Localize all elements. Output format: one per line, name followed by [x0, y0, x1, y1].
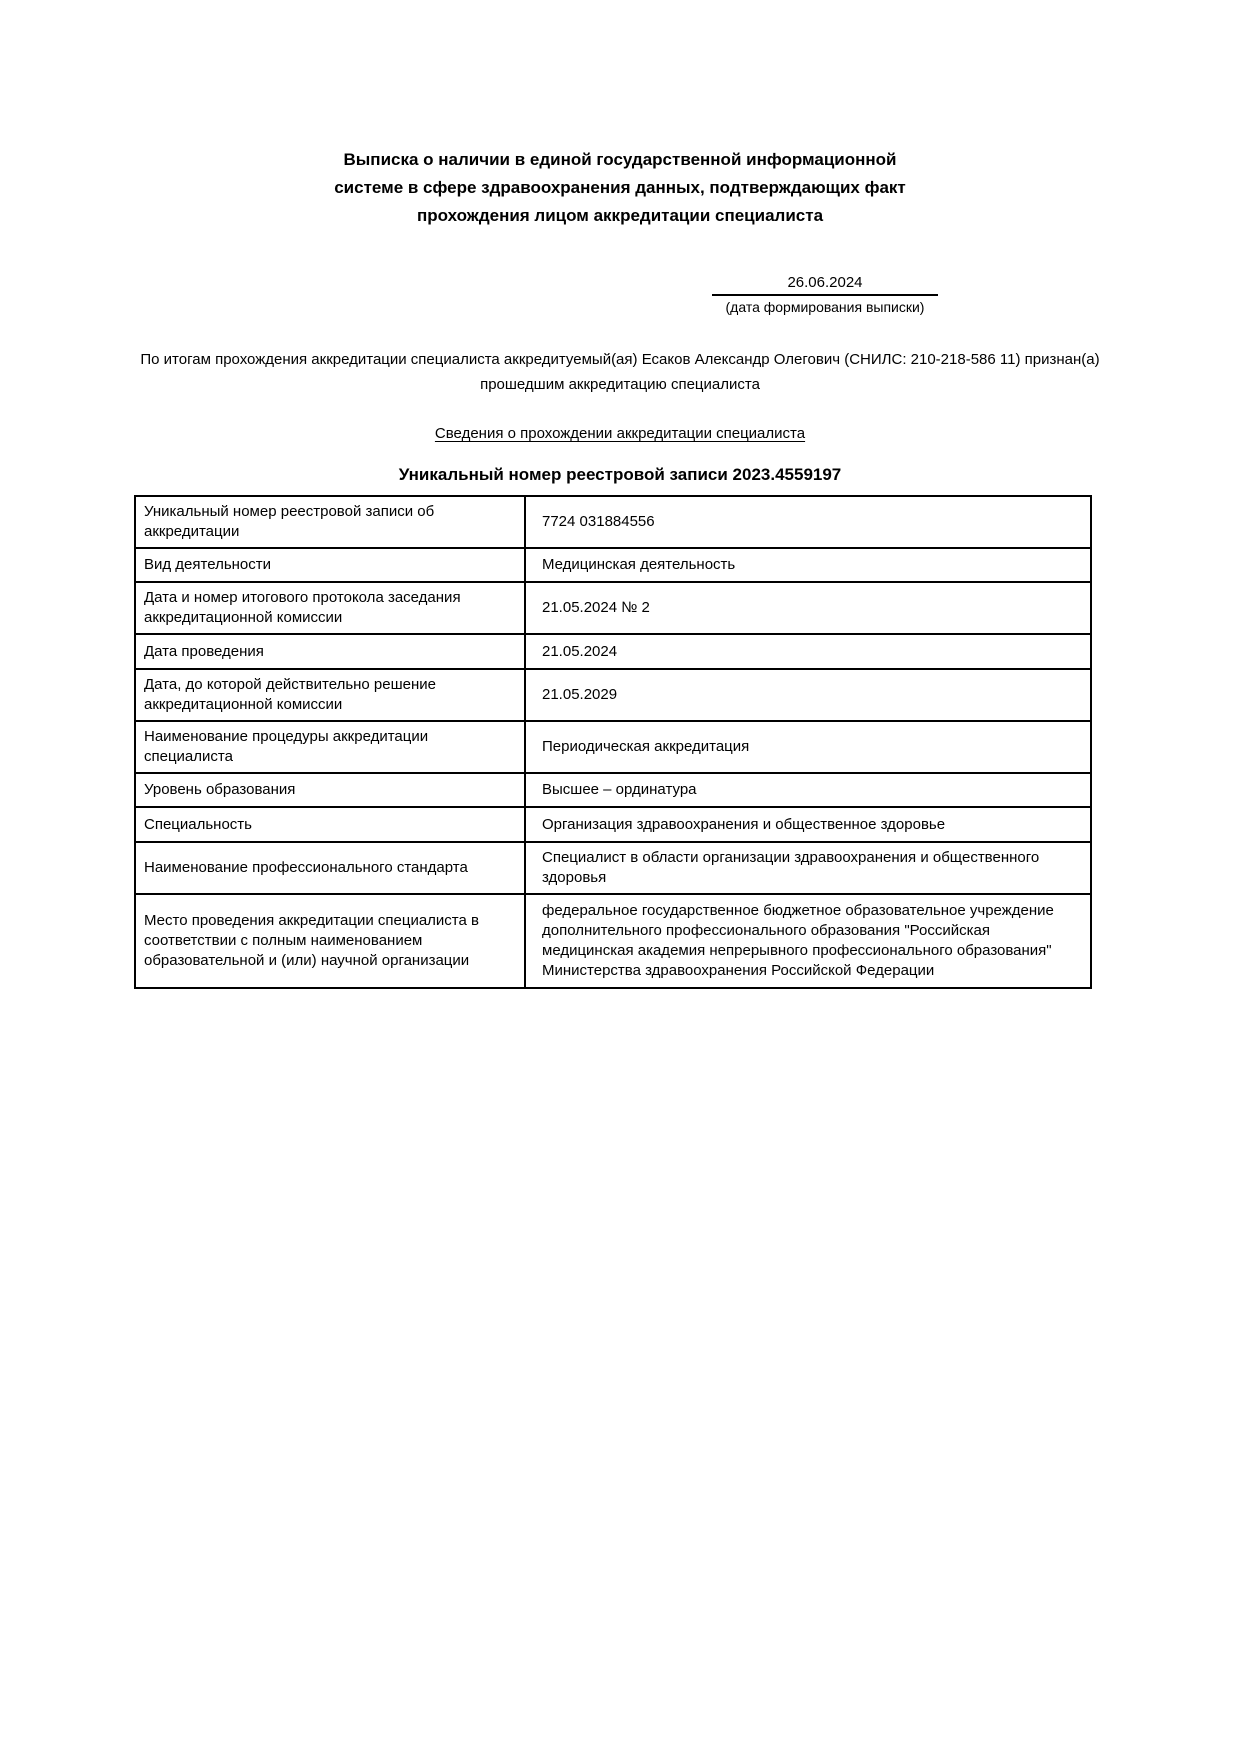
- row-value: Периодическая аккредитация: [525, 721, 1091, 773]
- row-value: Организация здравоохранения и общественное здоровье: [525, 807, 1091, 842]
- row-label: Уровень образования: [135, 773, 525, 807]
- table-row: [135, 807, 1091, 842]
- row-label: Наименование процедуры аккредитации специалиста: [135, 721, 525, 773]
- registry-heading: Уникальный номер реестровой записи 2023.4559197: [398, 465, 842, 484]
- document-title-line: системе в сфере здравоохранения данных, подтверждающих факт: [334, 178, 906, 197]
- row-label: Место проведения аккредитации специалиста в соответствии с полным наименованием образовательной и (или) научной организации: [135, 894, 525, 988]
- row-label: Уникальный номер реестровой записи об аккредитации: [135, 496, 525, 548]
- row-label: Вид деятельности: [135, 548, 525, 582]
- table-row: [135, 721, 1091, 773]
- row-value: 21.05.2024 № 2: [525, 582, 1091, 634]
- row-label: Специальность: [135, 807, 525, 842]
- row-value: Специалист в области организации здравоохранения и общественного здоровья: [525, 842, 1091, 894]
- row-value: Высшее – ординатура: [525, 773, 1091, 807]
- row-label: Наименование профессионального стандарта: [135, 842, 525, 894]
- table-row: [135, 842, 1091, 894]
- table-row: [135, 634, 1091, 669]
- row-value: 21.05.2024: [525, 634, 1091, 669]
- row-value: 21.05.2029: [525, 669, 1091, 721]
- section-heading: Сведения о прохождении аккредитации специалиста: [434, 425, 806, 442]
- document-title: [160, 146, 1080, 230]
- row-value: Медицинская деятельность: [525, 548, 1091, 582]
- row-label: Дата проведения: [135, 634, 525, 669]
- table-row: [135, 548, 1091, 582]
- accreditation-table: [134, 495, 1092, 989]
- document-title-line: прохождения лицом аккредитации специалиста: [416, 206, 824, 225]
- issue-date: 26.06.2024: [712, 274, 938, 296]
- table-row: [135, 894, 1091, 988]
- row-value: 7724 031884556: [525, 496, 1091, 548]
- row-label: Дата, до которой действительно решение аккредитационной комиссии: [135, 669, 525, 721]
- table-row: [135, 496, 1091, 548]
- table-row: [135, 582, 1091, 634]
- document-title-line: Выписка о наличии в единой государственной информационной: [343, 150, 897, 169]
- issue-date-block: [712, 274, 938, 315]
- row-label: Дата и номер итогового протокола заседания аккредитационной комиссии: [135, 582, 525, 634]
- table-row: [135, 773, 1091, 807]
- intro-paragraph: По итогам прохождения аккредитации специалиста аккредитуемый(ая) Есаков Александр Олегович (СНИЛС: 210-218-586 11) признан(а) прошедшим аккредитацию специалиста: [140, 351, 1100, 393]
- row-value: федеральное государственное бюджетное образовательное учреждение дополнительного профессионального образования "Российская медицинская академия непрерывного профессионального образования" Министерства здравоохранения Российской Федерации: [525, 894, 1091, 988]
- table-row: [135, 669, 1091, 721]
- issue-date-caption: (дата формирования выписки): [725, 299, 925, 315]
